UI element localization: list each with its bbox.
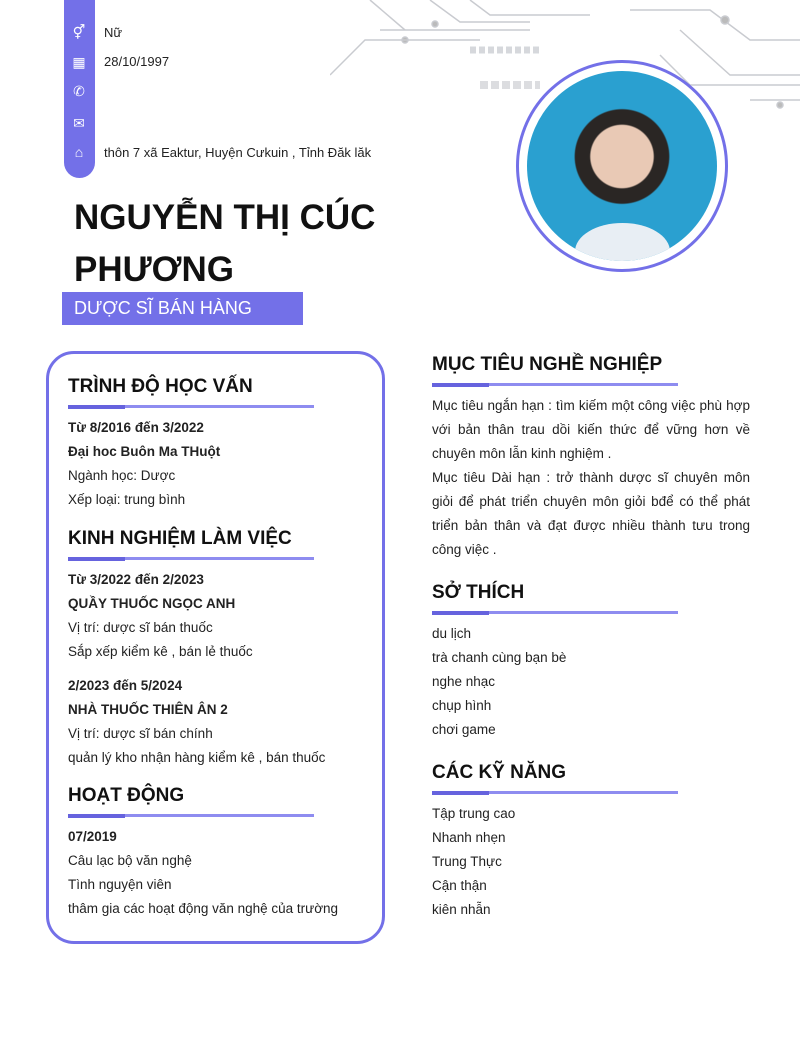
objective-section bbox=[432, 354, 750, 562]
skill-item: Trung Thực bbox=[432, 854, 502, 869]
section-heading: TRÌNH ĐỘ HỌC VẤN bbox=[68, 376, 253, 397]
activities-section bbox=[68, 785, 338, 921]
heading-underline bbox=[432, 791, 678, 794]
heading-underline bbox=[432, 611, 678, 614]
edu-school: Đại hoc Buôn Ma THuột bbox=[68, 444, 221, 459]
edu-grade: Xếp loại: trung bình bbox=[68, 492, 186, 507]
section-heading: HOẠT ĐỘNG bbox=[68, 785, 185, 806]
home-icon: ⌂ bbox=[74, 144, 84, 160]
skill-item: Nhanh nhẹn bbox=[432, 830, 506, 845]
objective-short: Mục tiêu ngắn hạn : tìm kiếm một công việc phù hợp với bản thân trau dồi kiến thức để vững hơn về chuyên môn lẫn kinh nghiệm . bbox=[432, 398, 750, 461]
gender-icon: ⚥ bbox=[72, 24, 86, 40]
job-title: DƯỢC SĨ BÁN HÀNG bbox=[62, 292, 303, 325]
hobby-item: du lịch bbox=[432, 626, 472, 641]
dob-text: 28/10/1997 bbox=[104, 54, 170, 69]
heading-underline bbox=[68, 557, 314, 560]
activity-item: Tình nguyện viên bbox=[68, 877, 172, 892]
heading-underline bbox=[68, 814, 314, 817]
activity-period: 07/2019 bbox=[68, 829, 117, 844]
job-period: 2/2023 đến 5/2024 bbox=[68, 678, 183, 693]
heading-underline bbox=[68, 405, 314, 408]
skill-item: kiên nhẫn bbox=[432, 902, 491, 917]
job-position: Vị trí: dược sĩ bán thuốc bbox=[68, 620, 213, 635]
edu-period: Từ 8/2016 đến 3/2022 bbox=[68, 420, 204, 435]
job-period: Từ 3/2022 đến 2/2023 bbox=[68, 572, 204, 587]
job-duty: quản lý kho nhận hàng kiểm kê , bán thuốc bbox=[68, 750, 326, 765]
section-heading: MỤC TIÊU NGHỀ NGHIỆP bbox=[432, 354, 663, 375]
hobby-item: trà chanh cùng bạn bè bbox=[432, 650, 567, 665]
gender-text: Nữ bbox=[104, 25, 123, 40]
education-section bbox=[68, 376, 314, 512]
objective-long: Mục tiêu Dài hạn : trở thành dược sĩ chuyên môn giỏi để phát triển chuyên môn giỏi bđể có thể phát triển bản thân và đạt được nhiều thành tưu trong công việc . bbox=[432, 470, 750, 557]
heading-underline bbox=[432, 383, 678, 386]
section-heading: SỞ THÍCH bbox=[432, 582, 525, 603]
profile-photo bbox=[516, 60, 728, 272]
section-heading: CÁC KỸ NĂNG bbox=[432, 762, 567, 783]
job-company: NHÀ THUỐC THIÊN ÂN 2 bbox=[68, 702, 228, 717]
edu-major: Ngành học: Dược bbox=[68, 468, 176, 483]
experience-section bbox=[68, 528, 325, 770]
candidate-name: NGUYỄN THỊ CÚC PHƯƠNG bbox=[74, 198, 376, 289]
activity-item: Câu lạc bộ văn nghệ bbox=[68, 853, 192, 868]
phone-icon: ✆ bbox=[73, 83, 85, 99]
address-text: thôn 7 xã Eaktur, Huyện Cưkuin , Tỉnh Đăk lăk bbox=[104, 145, 372, 160]
skills-section bbox=[432, 762, 678, 922]
skill-item: Cận thận bbox=[432, 878, 487, 893]
hobbies-section bbox=[432, 582, 678, 742]
job-position: Vị trí: dược sĩ bán chính bbox=[68, 726, 213, 741]
hobby-item: chụp hình bbox=[432, 698, 492, 713]
hobby-item: nghe nhạc bbox=[432, 674, 496, 689]
section-heading: KINH NGHIỆM LÀM VIỆC bbox=[68, 528, 292, 549]
job-company: QUẦY THUỐC NGỌC ANH bbox=[68, 596, 236, 611]
job-duty: Sắp xếp kiểm kê , bán lẻ thuốc bbox=[68, 644, 253, 659]
hobby-item: chơi game bbox=[432, 722, 496, 737]
activity-item: thâm gia các hoạt động văn nghệ của trường bbox=[68, 901, 339, 916]
calendar-icon: ▦ bbox=[72, 54, 86, 70]
skill-item: Tập trung cao bbox=[432, 806, 516, 821]
email-icon: ✉ bbox=[73, 115, 85, 131]
